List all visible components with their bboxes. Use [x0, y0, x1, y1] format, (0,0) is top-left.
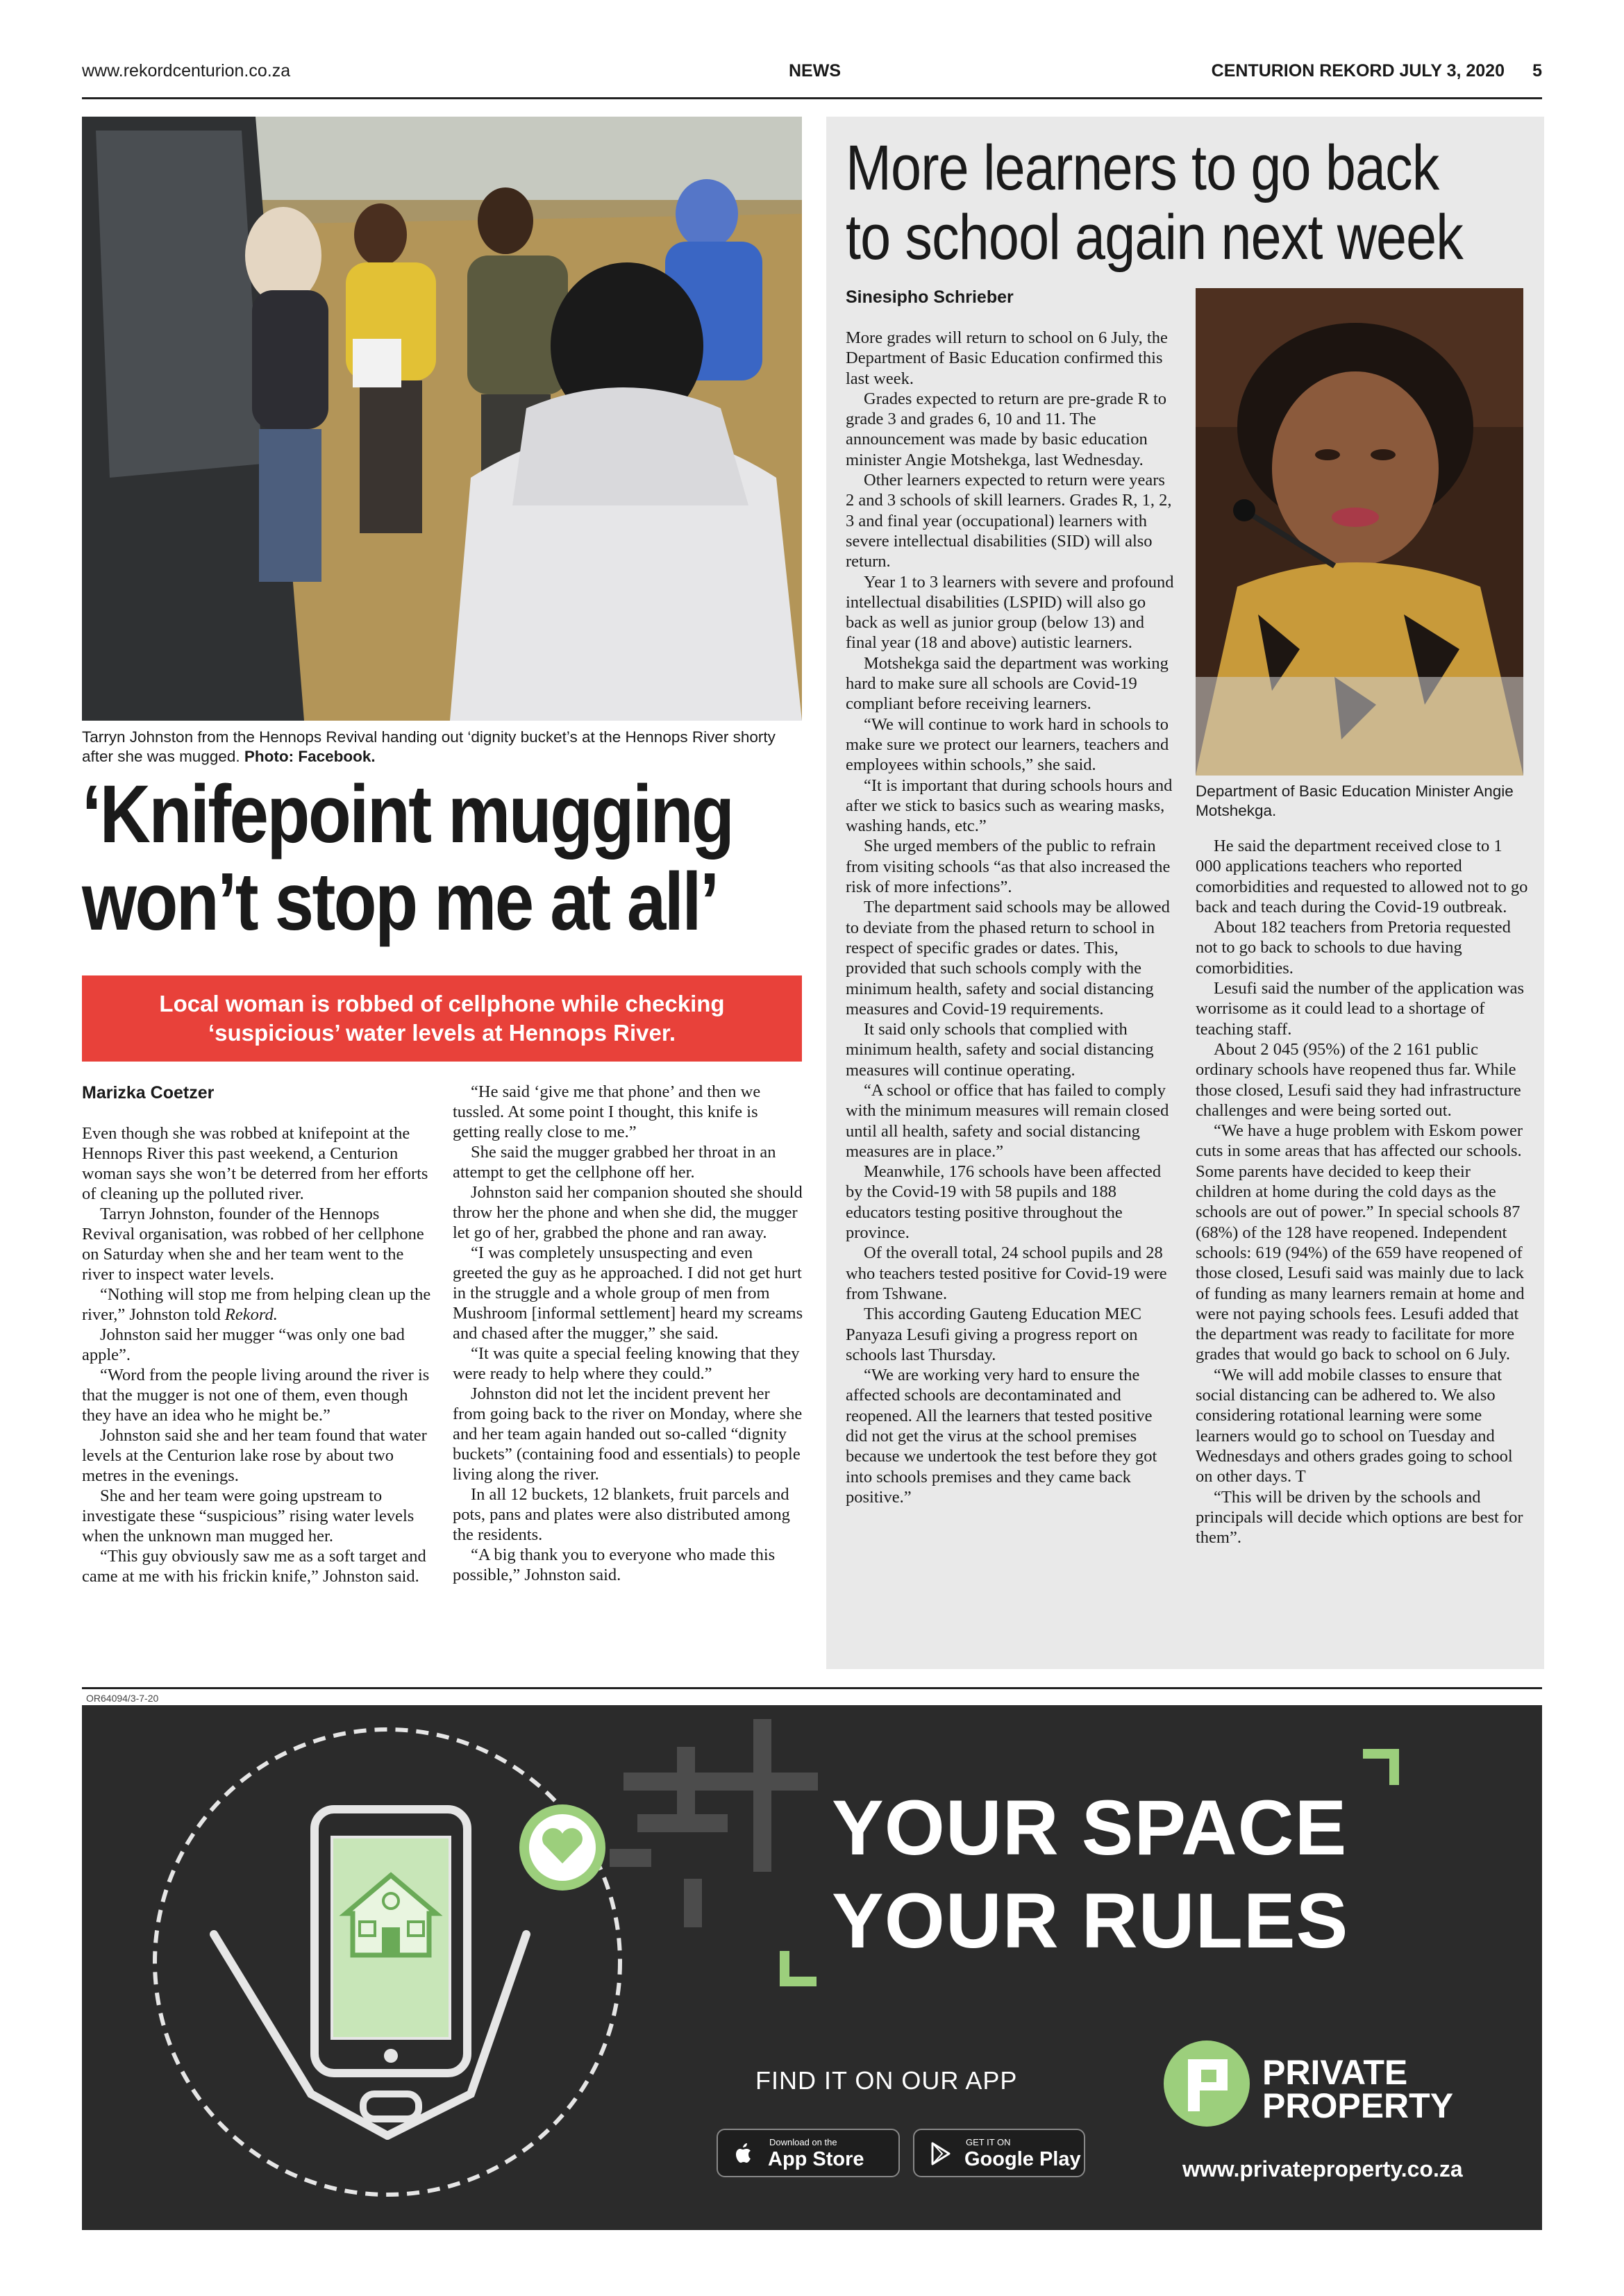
app-store-button[interactable]: Download on the App Store [717, 2129, 900, 2177]
paragraph: Johnston said her companion shouted she should throw her the phone and when she did, the mugger let go of her, grabbed the phone and ran away. [453, 1183, 803, 1242]
paragraph: “Nothing will stop me from helping clean up the river,” Johnston told Rekord. [82, 1285, 431, 1324]
paragraph: Year 1 to 3 learners with severe and profound intellectual disabilities (LSPID) will also go back as well as junior group (below 13) and final year (18 and above) autistic learners. [846, 572, 1174, 653]
paragraph: “This will be driven by the schools and principals will decide which options are best for them”. [1196, 1487, 1523, 1548]
private-property-advert[interactable] [82, 1705, 1542, 2230]
paragraph: “This guy obviously saw me as a soft target and came at me with his frickin knife,” Johnston said. [82, 1547, 426, 1586]
paragraph: Grades expected to return are pre-grade R to grade 3 and grades 6, 10 and 11. The announcement was made by basic education minister Angie Motshekga, last Wednesday. [846, 389, 1167, 469]
minister-portrait [1196, 288, 1523, 776]
paragraph: “We have a huge problem with Eskom power cuts in some areas that has affected our schools. Some parents have decided to keep their children at home during the cold days as the schools are out of power.” In special schools 87 (68%) of the 128 have reopened. Independent schools: 619 (94%) of the 659 have reopened of those closed, Lesufi said was mainly due to lack of funding as many learners remain at home and were not paying schools fees. Lesufi added that the department was ready to facilitate for more grades that would go back to school on 6 July. [1196, 1121, 1525, 1364]
paragraph: Johnston said her mugger “was only one bad apple”. [82, 1325, 405, 1364]
rekord-italic: Rekord. [224, 1305, 278, 1324]
paragraph: She urged members of the public to refrain from visiting schools “as that also increased the risk of more infections”. [846, 837, 1171, 897]
paragraph: Johnston said she and her team found that water levels at the Centurion lake rose by about two metres in the evenings. [82, 1426, 427, 1485]
paragraph: “He said ‘give me that phone’ and then we tussled. At some point I thought, this knife is getting really close to me.” [453, 1082, 761, 1141]
headline-school: More learners to go back to school again next week [846, 133, 1463, 273]
photo-credit: Photo: Facebook. [244, 748, 376, 765]
paragraph: She and her team were going upstream to investigate these “suspicious” rising water levels when the unknown man mugged her. [82, 1486, 415, 1545]
advert-rule [82, 1687, 1542, 1689]
river-photo [82, 117, 802, 721]
article-column-2 [453, 1082, 803, 1585]
paragraph: About 2 045 (95%) of the 2 161 public ordinary schools have reopened thus far. While those closed, Lesufi said they had infrastructure challenges and were being sorted out. [1196, 1039, 1521, 1120]
google-play-icon [927, 2140, 955, 2168]
publication-date: CENTURION REKORD JULY 3, 2020 [1211, 61, 1505, 81]
google-play-button[interactable]: GET IT ON Google Play [913, 2129, 1085, 2177]
paragraph: This according Gauteng Education MEC Panyaza Lesufi giving a progress report on schools last Thursday. [846, 1305, 1142, 1364]
apple-icon [730, 2140, 758, 2168]
site-url[interactable]: www.rekordcenturion.co.za [82, 61, 291, 81]
photo-caption: Tarryn Johnston from the Hennops Revival handing out ‘dignity bucket’s at the Hennops River shorty after she was mugged. Photo: Facebook. [82, 728, 776, 765]
paragraph: He said the department received close to 1 000 applications teachers who reported comorbidities and requested to allowed not to go back and teach during the Covid-19 outbreak. [1196, 837, 1528, 916]
paragraph: Meanwhile, 176 schools have been affected by the Covid-19 with 58 pupils and 188 educators testing positive throughout the province. [846, 1162, 1162, 1243]
paragraph: Johnston did not let the incident prevent her from going back to the river on Monday, where she and her team again handed out so-called “dignity buckets” (containing food and essentials) to people living along the river. [453, 1384, 803, 1484]
paragraph: It said only schools that complied with minimum health, safety and social distancing measures will continue operating. [846, 1020, 1154, 1080]
advert-headline: YOUR SPACE YOUR RULES [832, 1784, 1349, 1964]
paragraph: “It was quite a special feeling knowing that they were ready to help where they could.” [453, 1344, 800, 1383]
advert-code: OR64094/3-7-20 [86, 1693, 159, 1704]
paragraph: “A big thank you to everyone who made this possible,” Johnston said. [453, 1545, 776, 1584]
paragraph: Other learners expected to return were years 2 and 3 schools of skill learners. Grades R, 1, 2, 3 and final year (occupational) learners with severe intellectual disabilities (SID) will also return. [846, 471, 1172, 571]
paragraph: She said the mugger grabbed her throat in an attempt to get the cellphone off her. [453, 1143, 776, 1182]
paragraph: “We will add mobile classes to ensure that social distancing can be adhered to. We also considering rotational learning were some learners would go to school on Tuesday and Wednesdays and others grades going to school on other days. T [1196, 1365, 1513, 1486]
article-column-3 [846, 328, 1176, 1507]
article-column-4 [1196, 836, 1529, 1548]
minister-caption: Department of Basic Education Minister Angie Motshekga. [1196, 782, 1514, 819]
standfirst-banner: Local woman is robbed of cellphone while checking ‘suspicious’ water levels at Hennops River. [82, 975, 802, 1062]
find-on-app-text: FIND IT ON OUR APP [755, 2066, 1018, 2095]
paragraph: Tarryn Johnston, founder of the Hennops Revival organisation, was robbed of her cellphone on Saturday when she and her team went to the river to inspect water levels. [82, 1205, 424, 1284]
paragraph: More grades will return to school on 6 July, the Department of Basic Education confirmed this last week. [846, 328, 1168, 388]
paragraph: In all 12 buckets, 12 blankets, fruit parcels and pots, pans and plates were also distributed among the residents. [453, 1485, 790, 1544]
paragraph: “A school or office that has failed to comply with the minimum measures will remain closed until all health, safety and social distancing measures are in place.” [846, 1080, 1169, 1161]
paragraph: “It is important that during schools hours and after we stick to basics such as wearing masks, washing hands, etc.” [846, 776, 1173, 836]
paragraph: “Word from the people living around the river is that the mugger is not one of them, even though they have an idea who he might be.” [82, 1366, 430, 1425]
paragraph: Even though she was robbed at knifepoint at the Hennops River this past weekend, a Centurion woman says she won’t be deterred from her efforts of cleaning up the polluted river. [82, 1124, 428, 1203]
byline-coetzer: Marizka Coetzer [82, 1083, 215, 1103]
paragraph: Lesufi said the number of the application was worrisome as it could lead to a shortage of teaching staff. [1196, 979, 1524, 1039]
brand-url-link[interactable]: www.privateproperty.co.za [1182, 2156, 1463, 2181]
brand-name: PRIVATE PROPERTY [1262, 2053, 1454, 2125]
paragraph: Motshekga said the department was working hard to make sure all schools are Covid-19 compliant before receiving learners. [846, 653, 1169, 714]
paragraph: Of the overall total, 24 school pupils and 28 who teachers tested positive for Covid-19 were from Tshwane. [846, 1243, 1167, 1303]
byline-schrieber: Sinesipho Schrieber [846, 287, 1014, 307]
article-column-1 [82, 1123, 433, 1586]
paragraph: About 182 teachers from Pretoria requested not to go back to schools to due having comorbidities. [1196, 918, 1511, 978]
paragraph: “I was completely unsuspecting and even greeted the guy as he approached. I did not get hurt in the struggle and a whole group of men from Mushroom [informal settlement] heard my screams and chased after the mugger,” she said. [453, 1243, 803, 1343]
paragraph: “We will continue to work hard in schools to make sure we protect our learners, teachers and employees within schools,” she said. [846, 714, 1169, 775]
page-number: 5 [1532, 61, 1542, 81]
paragraph: “We are working very hard to ensure the affected schools are decontaminated and reopened. All the learners that tested positive did not get the virus at the school premises because we undertook the test before they got into schools premises and they came back positive.” [846, 1366, 1157, 1507]
headline-mugging: ‘Knifepoint mugging won’t stop me at all’ [82, 769, 733, 948]
page-header [82, 61, 1542, 89]
paragraph: The department said schools may be allowed to deviate from the phased return to school in respect of specific grades or dates. This, provided that such schools comply with the minimum health, safety and social distancing measures and Covid-19 requirements. [846, 898, 1170, 1019]
header-rule [82, 97, 1542, 99]
section-label: NEWS [789, 61, 841, 81]
